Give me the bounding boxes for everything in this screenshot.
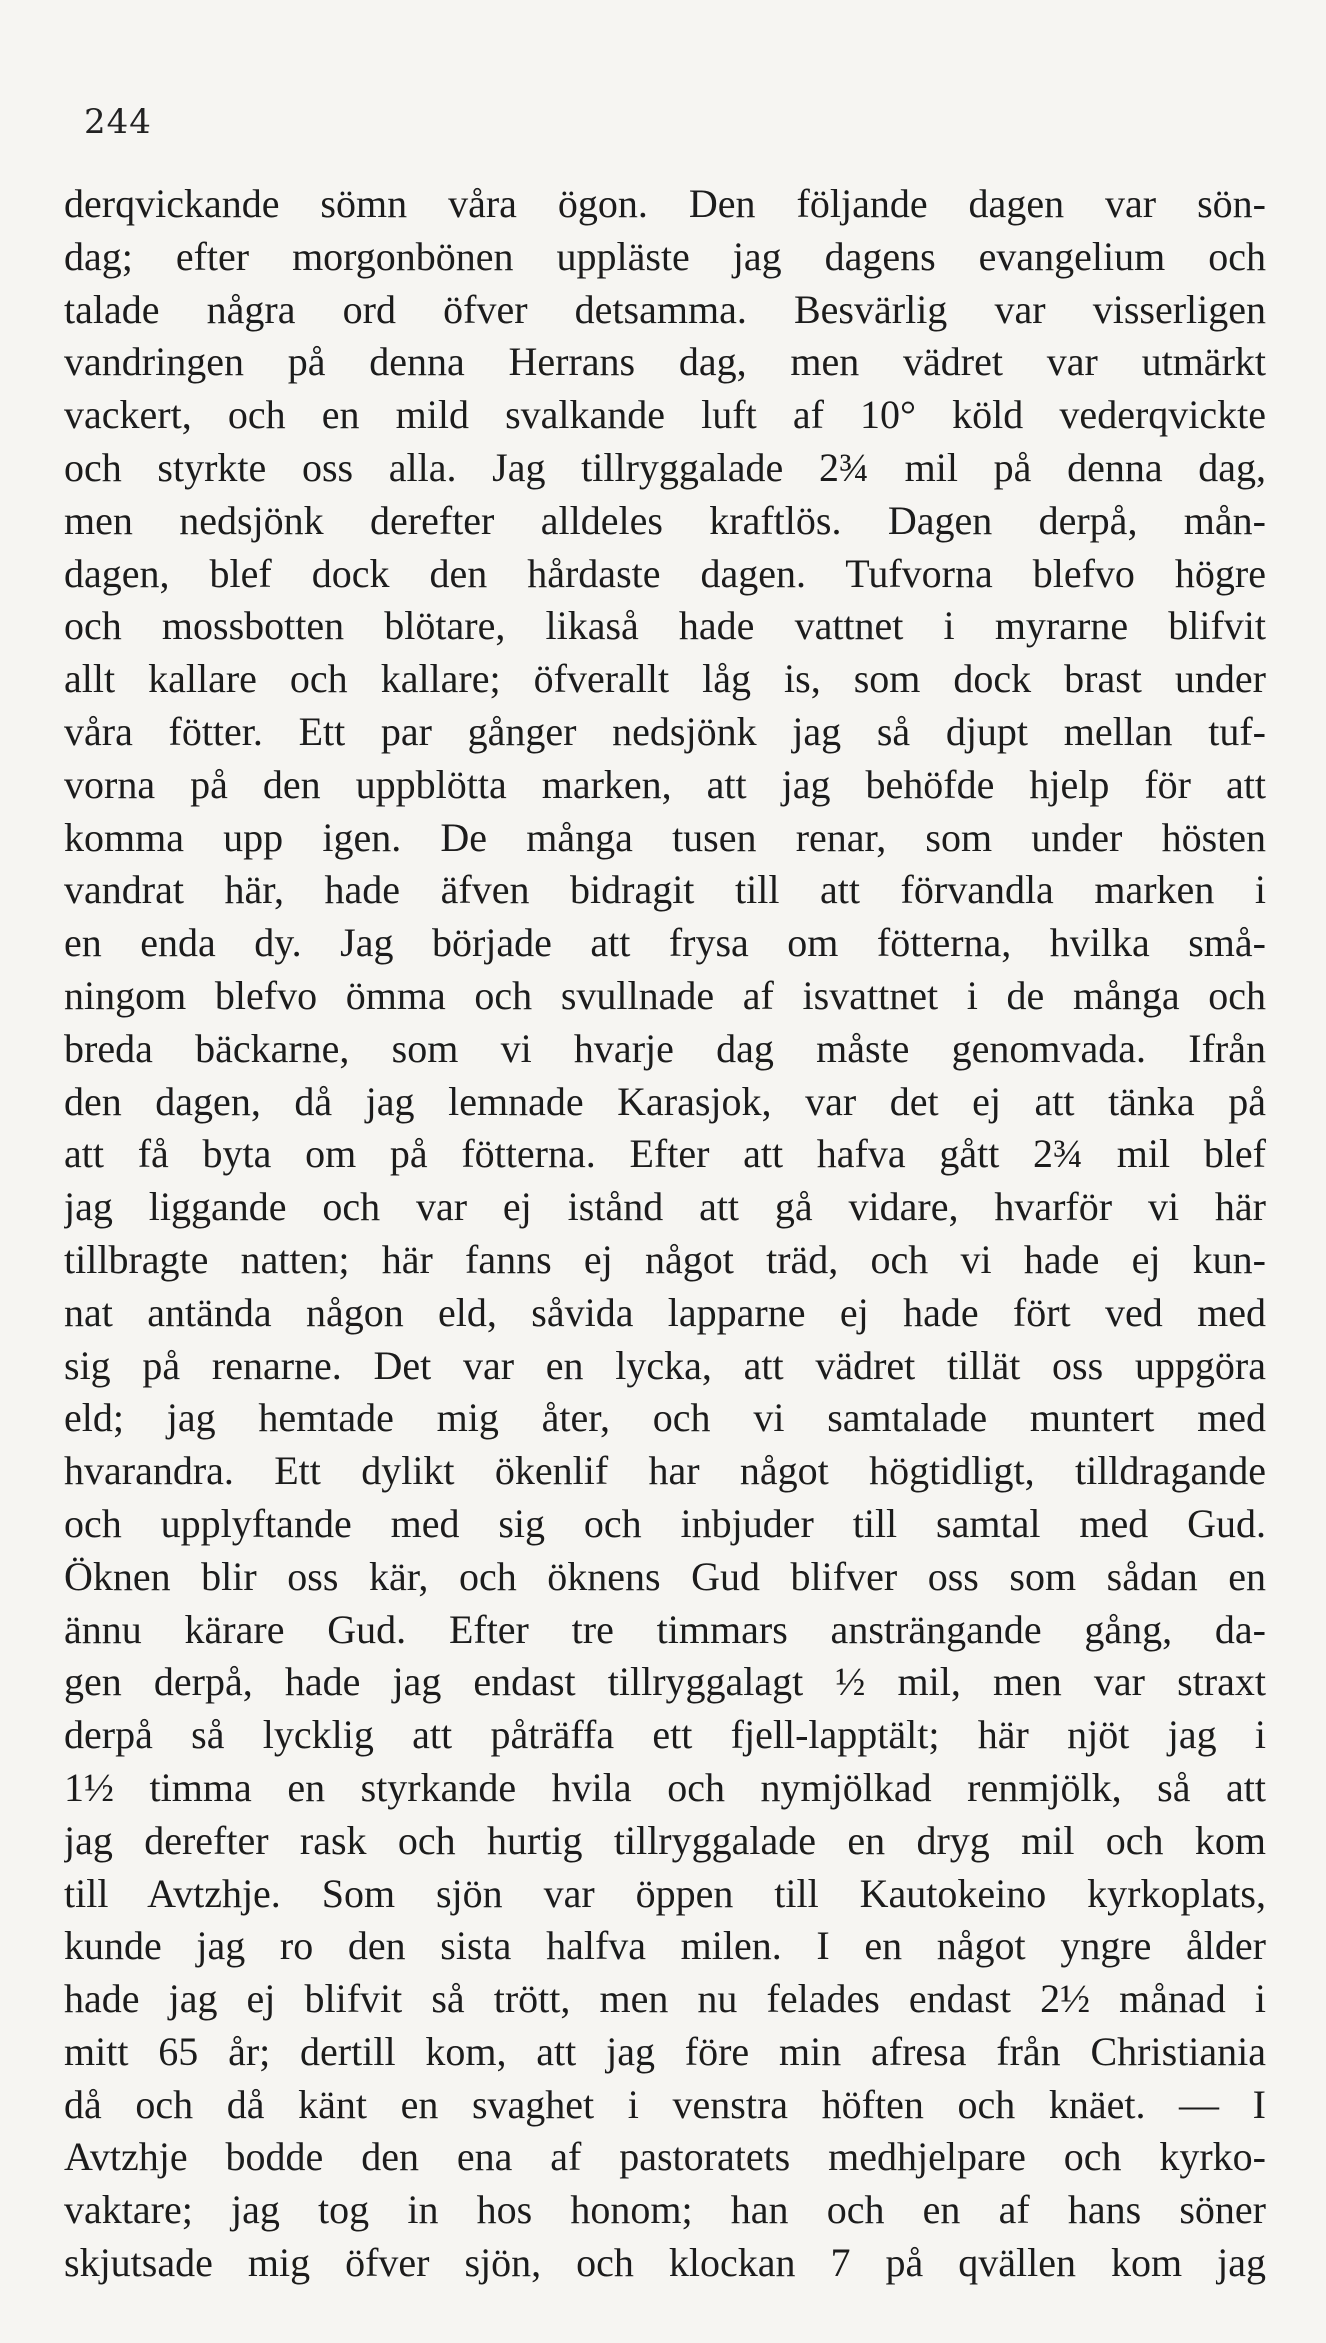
text-line: vackert, och en mild svalkande luft af 10° köld vederqvickte [64,392,1266,438]
text-line: men nedsjönk derefter alldeles kraftlös. Dagen derpå, mån- [64,497,1266,543]
text-line: vandringen på denna Herrans dag, men vädret var utmärkt [64,339,1266,385]
text-line: att få byta om på fötterna. Efter att hafva gått 2¾ mil blef [64,1131,1266,1177]
text-line: dagen, blef dock den hårdaste dagen. Tufvorna blefvo högre [64,550,1266,596]
text-line: och styrkte oss alla. Jag tillryggalade 2¾ mil på denna dag, [64,444,1266,490]
text-line: ännu kärare Gud. Efter tre timmars ansträngande gång, da- [64,1606,1266,1652]
text-line: då och då känt en svaghet i venstra höften och knäet. — I [64,2081,1266,2127]
text-line: vorna på den uppblötta marken, att jag behöfde hjelp för att [64,761,1266,807]
text-line: ningom blefvo ömma och svullnade af isvattnet i de många och [64,972,1266,1018]
text-line: och upplyftande med sig och inbjuder till samtal med Gud. [64,1500,1266,1546]
text-line: derqvickande sömn våra ögon. Den följande dagen var sön- [64,181,1266,226]
text-line: mitt 65 år; dertill kom, att jag före min afresa från Christiania [64,2028,1266,2074]
text-line: tillbragte natten; här fanns ej något träd, och vi hade ej kun- [64,1236,1266,1282]
text-line: jag liggande och var ej istånd att gå vidare, hvarför vi här [64,1184,1266,1230]
text-line: sig på renarne. Det var en lycka, att vädret tillät oss uppgöra [64,1342,1266,1388]
text-line: till Avtzhje. Som sjön var öppen till Kautokeino kyrkoplats, [64,1870,1266,1916]
text-line: våra fötter. Ett par gånger nedsjönk jag så djupt mellan tuf- [64,708,1266,754]
text-line: hade jag ej blifvit så trött, men nu felades endast 2½ månad i [64,1976,1266,2022]
text-line: dag; efter morgonbönen uppläste jag dagens evangelium och [64,233,1266,279]
text-line: en enda dy. Jag började att frysa om fötterna, hvilka små- [64,920,1266,966]
text-line: 1½ timma en styrkande hvila och nymjölkad renmjölk, så att [64,1764,1266,1810]
text-line: den dagen, då jag lemnade Karasjok, var det ej att tänka på [64,1078,1266,1124]
text-line: talade några ord öfver detsamma. Besvärlig var visserligen [64,286,1266,332]
text-line: jag derefter rask och hurtig tillryggalade en dryg mil och kom [64,1817,1266,1863]
text-line: breda bäckarne, som vi hvarje dag måste genomvada. Ifrån [64,1025,1266,1071]
text-line: vandrat här, hade äfven bidragit till att förvandla marken i [64,867,1266,913]
text-line: eld; jag hemtade mig åter, och vi samtalade muntert med [64,1395,1266,1441]
text-line: skjutsade mig öfver sjön, och klockan 7 på qvällen kom jag [64,2240,1266,2286]
body-text [64,178,1266,2290]
text-line: derpå så lycklig att påträffa ett fjell-lapptält; här njöt jag i [64,1712,1266,1758]
text-line: kunde jag ro den sista halfva milen. I en något yngre ålder [64,1923,1266,1969]
text-line: Öknen blir oss kär, och öknens Gud blifver oss som sådan en [64,1553,1266,1599]
text-line: vaktare; jag tog in hos honom; han och en af hans söner [64,2187,1266,2233]
text-line: komma upp igen. De många tusen renar, som under hösten [64,814,1266,860]
text-line: gen derpå, hade jag endast tillryggalagt ½ mil, men var straxt [64,1659,1266,1705]
text-line: allt kallare och kallare; öfverallt låg is, som dock brast under [64,656,1266,702]
text-line: och mossbotten blötare, likaså hade vattnet i myrarne blifvit [64,603,1266,649]
text-line: hvarandra. Ett dylikt ökenlif har något högtidligt, tilldragande [64,1448,1266,1494]
page-number: 244 [84,102,152,142]
text-line: nat antända någon eld, såvida lapparne ej hade fört ved med [64,1289,1266,1335]
text-line: Avtzhje bodde den ena af pastoratets medhjelpare och kyrko- [64,2134,1266,2180]
